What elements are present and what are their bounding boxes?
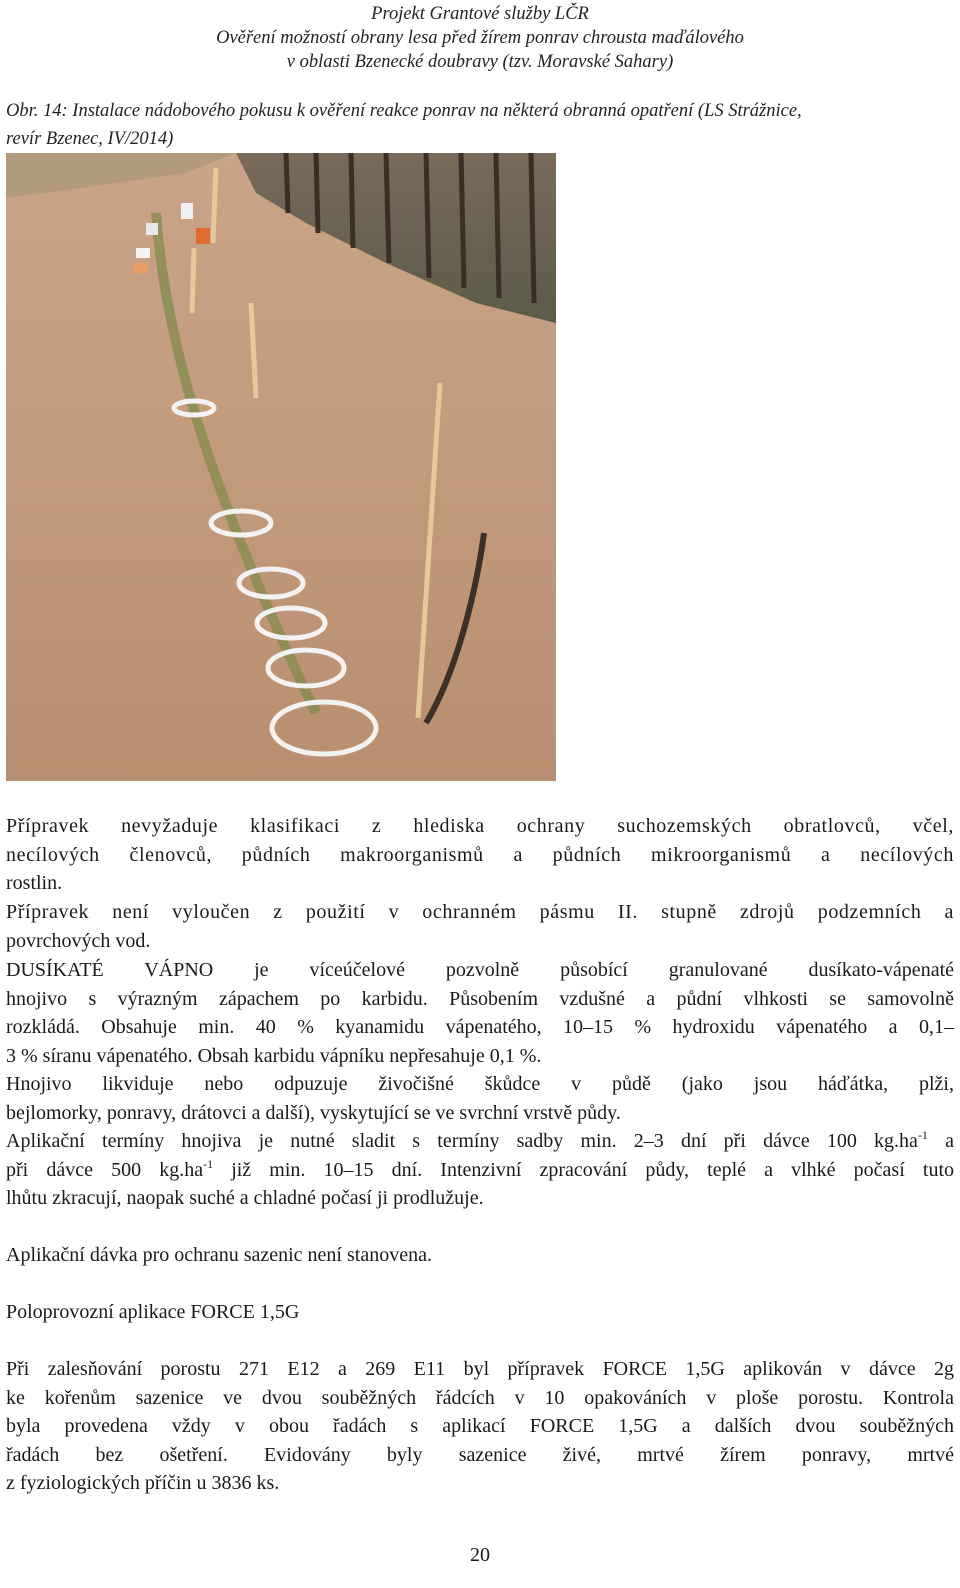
text-line: rozkládá. Obsahuje min. 40 % kyanamidu vápenatého, 10–15 % hydroxidu vápenatého a 0,1– <box>6 1016 954 1038</box>
page-number: 20 <box>470 1544 490 1566</box>
caption-line-1: Obr. 14: Instalace nádobového pokusu k ověření reakce ponrav na některá obranná opatření (LS Strážnice, <box>6 101 802 121</box>
text-line: DUSÍKATÉ VÁPNO je víceúčelové pozvolně působící granulované dusíkato-vápenaté <box>6 959 954 981</box>
text-line: Hnojivo likviduje nebo odpuzuje živočišné škůdce v půdě (jako jsou háďátka, plži, <box>6 1073 954 1095</box>
text-line: Aplikační termíny hnojiva je nutné sladit s termíny sadby min. 2–3 dní při dávce 100 $kg.ha^{-1}$ a <box>6 1128 954 1152</box>
section-heading-force <box>6 1298 954 1327</box>
text-line: byla provedena vždy v obou řadách s aplikací FORCE 1,5G a dalších dvou souběžných <box>6 1415 954 1437</box>
text-line: Aplikační dávka pro ochranu sazenic není stanovena. <box>6 1244 432 1266</box>
text-line: při dávce 500 $kg.ha^{-1}$ již min. 10–15 dní. Intenzivní zpracování půdy, teplé a vlhké počasí tuto <box>6 1156 954 1181</box>
document-header <box>0 2 960 74</box>
field-experiment-photo <box>6 153 556 781</box>
header-line-2: Ověření možností obrany lesa před žírem ponrav chrousta maďálového <box>216 28 744 48</box>
paragraph-classification <box>6 812 954 898</box>
paragraph-application-dose <box>6 1241 954 1270</box>
text-line: Při zalesňování porostu 271 E12 a 269 E11 byl přípravek FORCE 1,5G aplikován v dávce 2g <box>6 1358 954 1380</box>
text-line: 3 % síranu vápenatého. Obsah karbidu vápníku nepřesahuje 0,1 %. <box>6 1044 542 1067</box>
text-line: necílových členovců, půdních makroorganismů a půdních mikroorganismů a necílových <box>6 843 954 866</box>
text-line: ke kořenům sazenice ve dvou souběžných řádcích v 10 opakováních v ploše porostu. Kontrola <box>6 1386 954 1409</box>
text-line: Přípravek není vyloučen z použití v ochranném pásmu II. stupně zdrojů podzemních a <box>6 901 954 923</box>
text-line: lhůtu zkracují, naopak suché a chladné počasí ji prodlužuje. <box>6 1187 484 1209</box>
caption-line-2: revír Bzenec, IV/2014) <box>6 129 174 149</box>
paragraph-force-application <box>6 1355 954 1498</box>
text-line: z fyziologických příčin u 3836 ks. <box>6 1472 280 1494</box>
text-line: hnojivo s výrazným zápachem po karbidu. Působením vzdušné a půdní vlhkosti se samovolně <box>6 987 954 1010</box>
text-line: bejlomorky, ponravy, drátovci a další), vyskytující se ve svrchní vrstvě půdy. <box>6 1101 621 1124</box>
text-line: Poloprovozní aplikace FORCE 1,5G <box>6 1301 300 1323</box>
text-line: Přípravek nevyžaduje klasifikaci z hlediska ochrany suchozemských obratlovců, včel, <box>6 815 954 837</box>
paragraph-protection-zone <box>6 898 954 955</box>
figure-caption <box>6 97 950 153</box>
text-line: rostlin. <box>6 872 63 894</box>
text-line: povrchových vod. <box>6 929 151 952</box>
header-line-1: Projekt Grantové služby LČR <box>371 4 589 24</box>
paragraph-application-terms <box>6 1127 954 1213</box>
text-line: řadách bez ošetření. Evidovány byly sazenice živé, mrtvé žírem ponravy, mrtvé <box>6 1443 954 1466</box>
paragraph-pests <box>6 1070 954 1127</box>
paragraph-calcium-cyanamide <box>6 956 954 1070</box>
header-line-3: v oblasti Bzenecké doubravy (tzv. Moravské Sahary) <box>286 52 674 72</box>
